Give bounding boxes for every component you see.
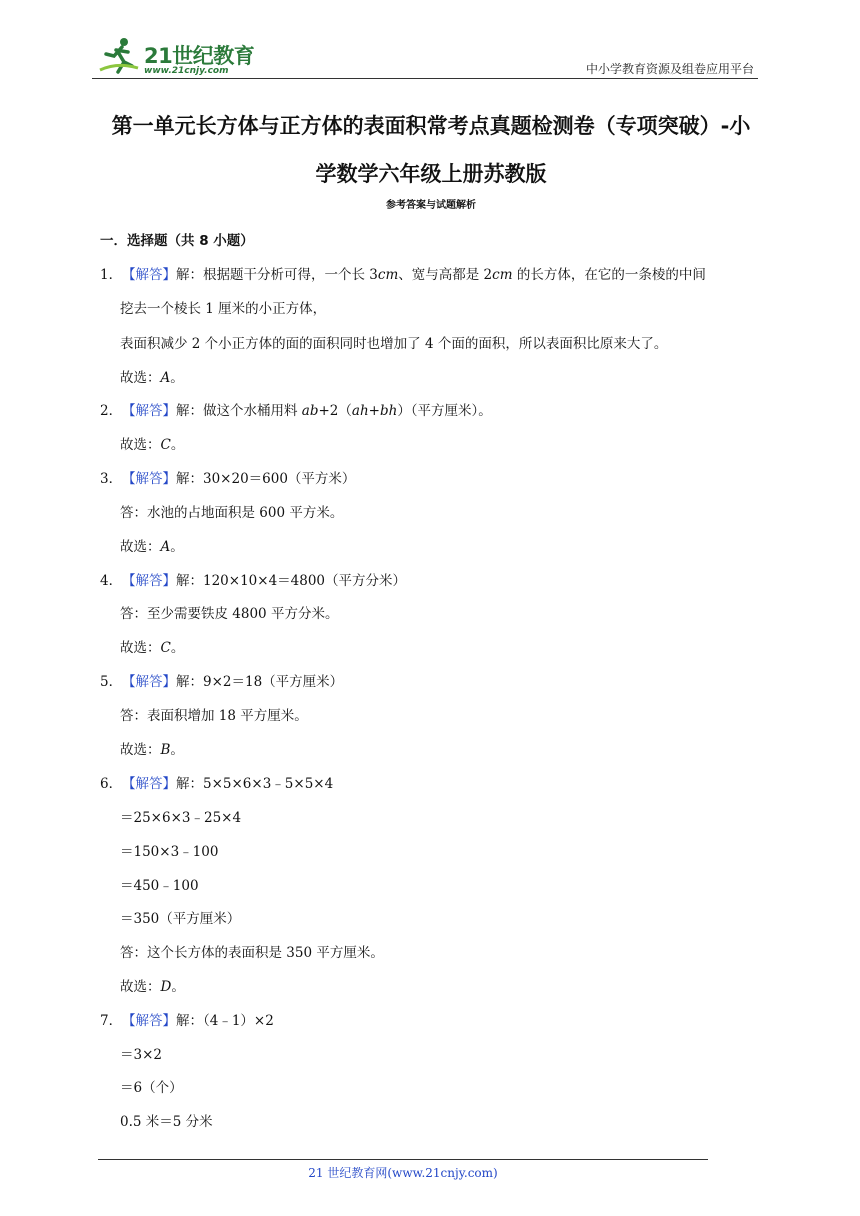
header-divider <box>92 78 758 79</box>
footer-divider <box>98 1159 708 1160</box>
item-text: ）（平方厘米）。 <box>397 403 492 419</box>
variable: bh <box>379 403 398 419</box>
choice-label: 故选： <box>120 539 161 555</box>
choice-value: D <box>160 979 172 995</box>
item-text: 解：120×10×4＝4800（平方分米） <box>176 573 407 589</box>
item-7-line-4: 0.5 米＝5 分米 <box>120 1114 213 1130</box>
item-1-choice <box>120 366 184 386</box>
choice-value: C <box>160 437 171 453</box>
item-text: 解：根据题干分析可得，一个长 3 <box>176 267 378 283</box>
item-text: 解：5×5×6×3﹣5×5×4 <box>176 776 334 792</box>
item-6-line-3: ＝150×3﹣100 <box>120 844 219 860</box>
choice-value: A <box>160 370 171 386</box>
item-4-line-2: 答：至少需要铁皮 4800 平方分米。 <box>120 606 339 622</box>
choice-end: 。 <box>170 539 184 555</box>
choice-value: A <box>160 539 171 555</box>
item-2-line-1 <box>100 399 492 419</box>
document-title <box>96 102 766 198</box>
item-5-choice <box>120 738 184 758</box>
answer-tag: 【解答】 <box>122 1013 176 1029</box>
item-7-line-1 <box>100 1009 274 1029</box>
choice-end: 。 <box>170 640 185 656</box>
title-line-2: 学数学六年级上册苏教版 <box>315 162 547 186</box>
choice-end: 。 <box>170 742 184 758</box>
choice-label: 故选： <box>120 640 161 656</box>
answer-tag: 【解答】 <box>122 776 176 792</box>
item-7-line-3: ＝6（个） <box>120 1080 183 1096</box>
choice-end: 。 <box>170 370 184 386</box>
item-number: 4． <box>100 573 123 589</box>
item-3-choice <box>120 535 184 555</box>
answer-tag: 【解答】 <box>122 674 176 690</box>
item-text: 解：（4﹣1）×2 <box>176 1013 274 1029</box>
choice-value: C <box>160 640 171 656</box>
item-6-line-6: 答：这个长方体的表面积是 350 平方厘米。 <box>120 945 384 961</box>
item-number: 7． <box>100 1013 123 1029</box>
item-number: 3． <box>100 471 123 487</box>
logo-text: 21世纪教育 <box>144 44 255 68</box>
item-text: 解：30×20＝600（平方米） <box>176 471 356 487</box>
item-text: +2（ <box>318 403 352 419</box>
item-4-line-1 <box>100 569 406 589</box>
choice-label: 故选： <box>120 370 161 386</box>
item-text: 、宽与高都是 2 <box>398 267 493 283</box>
page-header <box>92 30 758 80</box>
item-number: 5． <box>100 674 123 690</box>
answer-tag: 【解答】 <box>122 573 176 589</box>
variable: ah <box>351 403 369 419</box>
item-number: 2． <box>100 403 123 419</box>
item-6-line-2: ＝25×6×3﹣25×4 <box>120 810 242 826</box>
item-text: 解：9×2＝18（平方厘米） <box>176 674 344 690</box>
item-text: 解：做这个水桶用料 <box>176 403 302 419</box>
choice-end: 。 <box>171 979 185 995</box>
item-1-line-2: 挖去一个棱长 1 厘米的小正方体， <box>120 301 327 317</box>
item-text: + <box>368 403 380 419</box>
document-subtitle: 参考答案与试题解析 <box>386 200 476 211</box>
choice-end: 。 <box>170 437 185 453</box>
item-text: 的长方体，在它的一条棱的中间 <box>512 267 706 283</box>
item-6-line-5: ＝350（平方厘米） <box>120 911 241 927</box>
footer-link[interactable]: 21 世纪教育网(www.21cnjy.com) <box>308 1166 498 1180</box>
item-3-line-2: 答：水池的占地面积是 600 平方米。 <box>120 505 344 521</box>
unit: cm <box>377 267 399 283</box>
site-logo <box>92 34 262 78</box>
title-line-1: 第一单元长方体与正方体的表面积常考点真题检测卷（专项突破）-小 <box>111 114 751 138</box>
item-6-line-4: ＝450﹣100 <box>120 878 199 894</box>
answer-tag: 【解答】 <box>122 403 176 419</box>
choice-label: 故选： <box>120 979 161 995</box>
section-heading: 一．选择题（共 8 小题） <box>100 233 254 249</box>
answer-tag: 【解答】 <box>122 471 176 487</box>
item-6-line-1 <box>100 772 333 792</box>
answer-tag: 【解答】 <box>122 267 176 283</box>
choice-value: B <box>160 742 171 758</box>
item-5-line-2: 答：表面积增加 18 平方厘米。 <box>120 708 308 724</box>
item-number: 1． <box>100 267 123 283</box>
item-4-choice <box>120 636 184 656</box>
logo-url: www.21cnjy.com <box>144 66 229 76</box>
header-platform-text: 中小学教育资源及组卷应用平台 <box>585 62 754 76</box>
item-6-choice <box>120 975 185 995</box>
item-1-line-1 <box>100 263 706 283</box>
item-7-line-2: ＝3×2 <box>120 1047 162 1063</box>
item-1-line-3: 表面积减少 2 个小正方体的面的面积同时也增加了 4 个面的面积，所以表面积比原来大了。 <box>120 336 668 352</box>
variable: ab <box>301 403 319 419</box>
unit: cm <box>492 267 513 283</box>
item-5-line-1 <box>100 670 343 690</box>
runner-logo-icon <box>98 36 140 76</box>
item-number: 6． <box>100 776 123 792</box>
item-3-line-1 <box>100 467 355 487</box>
item-2-choice <box>120 433 184 453</box>
choice-label: 故选： <box>120 437 161 453</box>
choice-label: 故选： <box>120 742 161 758</box>
